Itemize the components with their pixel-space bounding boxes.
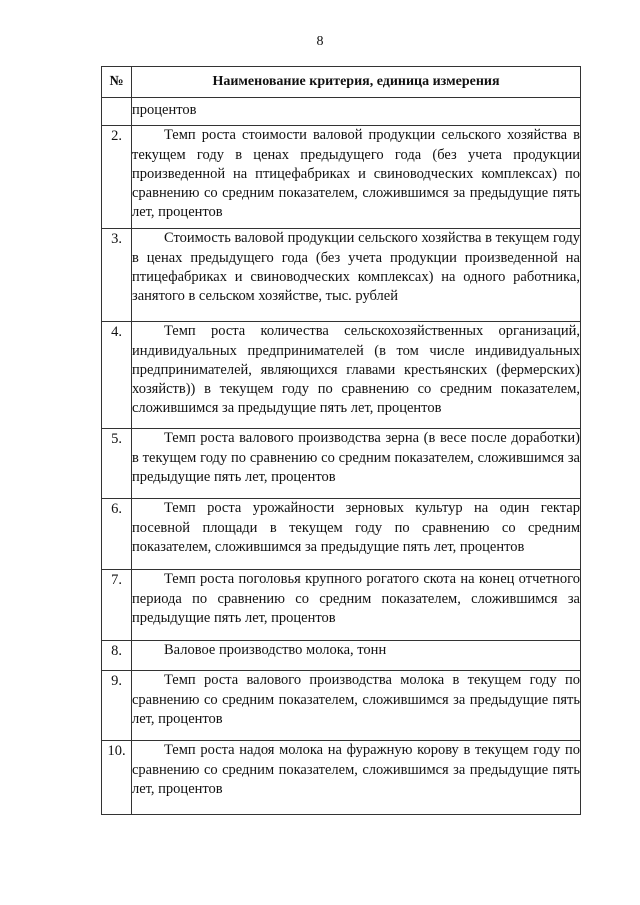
table-row xyxy=(102,641,581,671)
row-text-content: Темп роста урожайности зерновых культур на один гектар посевной площади в текущем году по сравнению со средним показателем, сложившимся за предыдущие пять лет, процентов xyxy=(132,500,580,555)
header-criterion: Наименование критерия, единица измерения xyxy=(132,67,581,98)
row-number: 2. xyxy=(102,126,132,229)
row-text xyxy=(132,641,581,671)
table-row xyxy=(102,499,581,570)
row-number: 4. xyxy=(102,322,132,429)
row-text-content: Темп роста надоя молока на фуражную корову в текущем году по сравнению со средним показателем, сложившимся за предыдущие пять лет, процентов xyxy=(132,742,580,797)
table-row xyxy=(102,429,581,499)
table-row xyxy=(102,126,581,229)
row-text xyxy=(132,322,581,429)
page-number: 8 xyxy=(316,34,324,49)
row-text-content: Темп роста поголовья крупного рогатого скота на конец отчетного периода по сравнению со средним показателем, сложившимся за предыдущие пять лет, процентов xyxy=(132,571,580,626)
table-row xyxy=(102,229,581,322)
row-text xyxy=(132,429,581,499)
row-number: 3. xyxy=(102,229,132,322)
row-number: 7. xyxy=(102,570,132,641)
row-number: 10. xyxy=(102,741,132,815)
table-row xyxy=(102,570,581,641)
table-row-continuation xyxy=(102,98,581,126)
row-text-content: Валовое производство молока, тонн xyxy=(164,642,387,659)
row-number: 9. xyxy=(102,671,132,741)
row-text-content: Темп роста стоимости валовой продукции сельского хозяйства в текущем году в ценах предыдущего года (без учета продукции произведенной на птицефабриках и свиноводческих комплексах) по сравнению со средним показателем, сложившимся за предыдущие пять лет, процентов xyxy=(132,127,580,221)
row-text-content: Стоимость валовой продукции сельского хозяйства в текущем году в ценах предыдущего года (без учета продукции произведенной на птицефабриках и свиноводческих комплексах) на одного работника, занятого в сельском хозяйстве, тыс. рублей xyxy=(132,230,580,305)
table-row xyxy=(102,671,581,741)
row-text-content: Темп роста количества сельскохозяйственных организаций, индивидуальных предпринимателей (в том числе индивидуальных предпринимателей, являющихся главами крестьянских (фермерских) хозяйств)) в текущем году по сравнению со средним показателем, сложившимся за предыдущие пять лет, процентов xyxy=(132,323,580,417)
table-row xyxy=(102,322,581,429)
row-number: 8. xyxy=(102,641,132,671)
row-number: 5. xyxy=(102,429,132,499)
row-text-content: Темп роста валового производства молока в текущем году по сравнению со средним показателем, сложившимся за предыдущие пять лет, процентов xyxy=(132,672,580,727)
row-number: 6. xyxy=(102,499,132,570)
row-text xyxy=(132,126,581,229)
row-text xyxy=(132,499,581,570)
row-text xyxy=(132,671,581,741)
criteria-table xyxy=(101,66,581,815)
row-text xyxy=(132,229,581,322)
row-text xyxy=(132,741,581,815)
header-number: № xyxy=(102,67,132,98)
row-text xyxy=(132,570,581,641)
table-header-row xyxy=(102,67,581,98)
row-text: процентов xyxy=(132,98,581,126)
row-number xyxy=(102,98,132,126)
row-text-content: Темп роста валового производства зерна (в весе после доработки) в текущем году по сравнению со средним показателем, сложившимся за предыдущие пять лет, процентов xyxy=(132,430,580,485)
table-row xyxy=(102,741,581,815)
